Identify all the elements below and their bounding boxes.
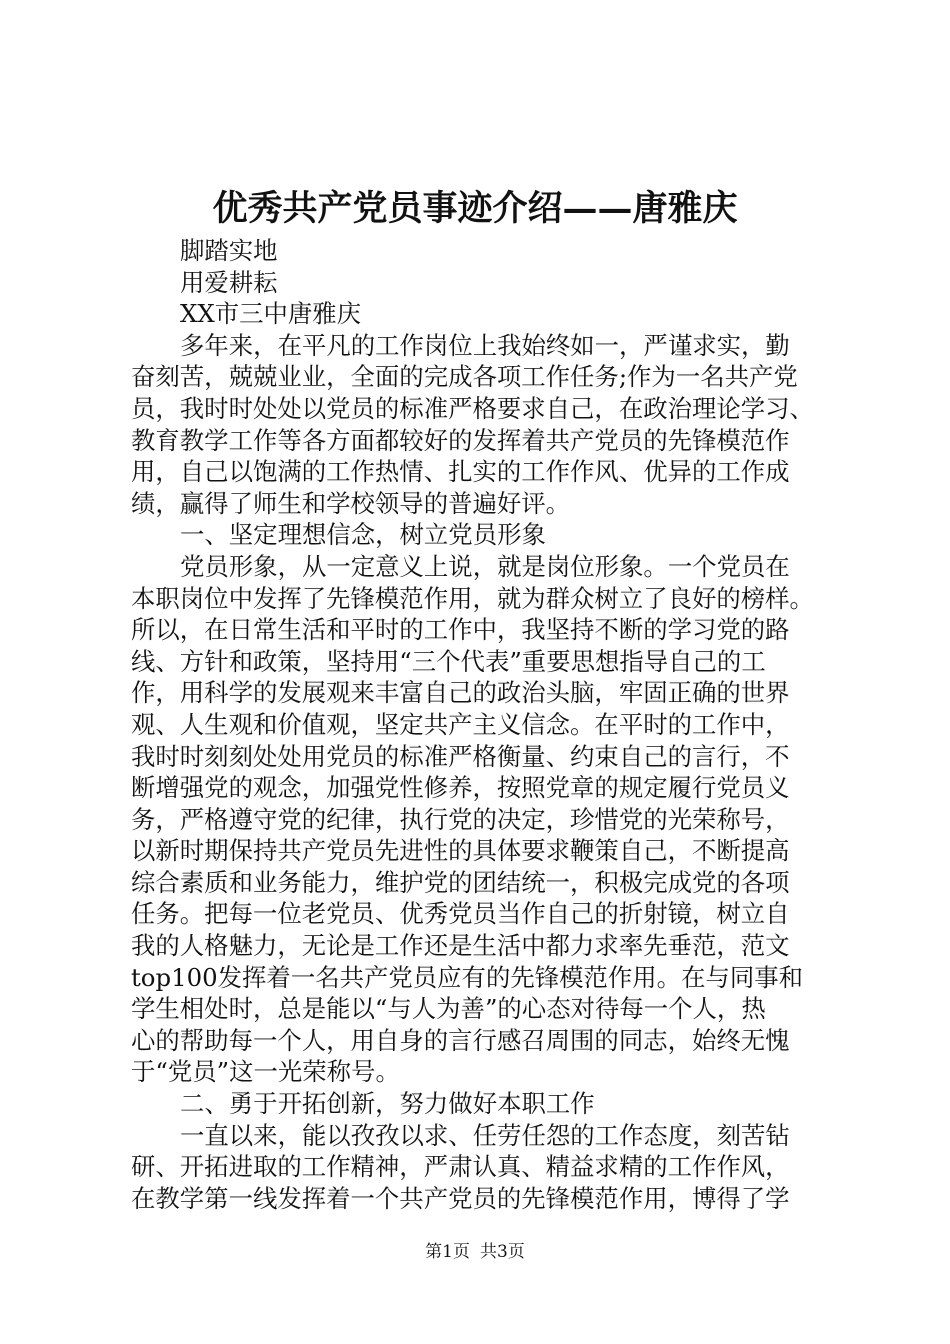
paragraph-line: 奋刻苦，兢兢业业，全面的完成各项工作任务;作为一名共产党 [131,362,798,392]
paragraph-line: 本职岗位中发挥了先锋模范作用，就为群众树立了良好的榜样。 [131,583,814,613]
subtitle-line: XX市三中唐雅庆 [180,299,362,329]
paragraph-line: 学生相处时，总是能以“与人为善”的心态对待每一个人，热 [131,994,766,1024]
paragraph-line: 务，严格遵守党的纪律，执行党的决定，珍惜党的光荣称号， [131,804,790,834]
paragraph-line: 以新时期保持共产党员先进性的具体要求鞭策自己，不断提高 [131,836,790,866]
paragraph-line: 观、人生观和价值观，坚定共产主义信念。在平时的工作中， [131,709,790,739]
paragraph-line: 我的人格魅力，无论是工作还是生活中都力求率先垂范，范文 [131,931,790,961]
paragraph-line: 党员形象，从一定意义上说，就是岗位形象。一个党员在 [180,551,790,581]
paragraph-line: 教育教学工作等各方面都较好的发挥着共产党员的先锋模范作 [131,425,790,455]
paragraph-line: 所以，在日常生活和平时的工作中，我坚持不断的学习党的路 [131,615,790,645]
paragraph-line: 多年来，在平凡的工作岗位上我始终如一，严谨求实，勤 [180,330,790,360]
page-footer [0,1240,950,1264]
paragraph-line: 作，用科学的发展观来丰富自己的政治头脑，牢固正确的世界 [131,678,790,708]
page-total: 共3页 [480,1242,525,1262]
paragraph-line: 员，我时时处处以党员的标准严格要求自己，在政治理论学习、 [131,393,814,423]
paragraph-line: 断增强党的观念，加强党性修养，按照党章的规定履行党员义 [131,773,790,803]
paragraph-line: 用，自己以饱满的工作热情、扎实的工作作风、优异的工作成 [131,457,790,487]
subtitle-line: 脚踏实地 [180,236,278,265]
paragraph-line: 心的帮助每一个人，用自身的言行感召周围的同志，始终无愧 [131,1025,790,1055]
paragraph-line: 一直以来，能以孜孜以求、任劳任怨的工作态度，刻苦钻 [180,1120,790,1150]
subtitle-line: 用爱耕耘 [180,267,278,297]
document-body [131,235,836,1214]
paragraph-line: 任务。把每一位老党员、优秀党员当作自己的折射镜，树立自 [131,899,790,929]
document-title: 优秀共产党员事迹介绍——唐雅庆 [212,188,738,229]
paragraph-line: 在教学第一线发挥着一个共产党员的先锋模范作用，博得了学 [131,1183,790,1213]
section-heading: 二、勇于开拓创新，努力做好本职工作 [180,1089,595,1119]
paragraph-line: 于“党员”这一光荣称号。 [131,1057,400,1087]
section-heading: 一、坚定理想信念，树立党员形象 [180,520,546,550]
paragraph-line: 我时时刻刻处处用党员的标准严格衡量、约束自己的言行，不 [131,741,790,771]
paragraph-line: 绩，赢得了师生和学校领导的普遍好评。 [131,488,571,518]
paragraph-line: 综合素质和业务能力，维护党的团结统一，积极完成党的各项 [131,867,790,897]
paragraph-line: 线、方针和政策，坚持用“三个代表”重要思想指导自己的工 [131,646,766,676]
page-number: 第1页 [425,1242,470,1262]
paragraph-line: top100发挥着一名共产党员应有的先锋模范作用。在与同事和 [131,962,804,992]
paragraph-line: 研、开拓进取的工作精神，严肃认真、精益求精的工作作风， [131,1152,790,1182]
